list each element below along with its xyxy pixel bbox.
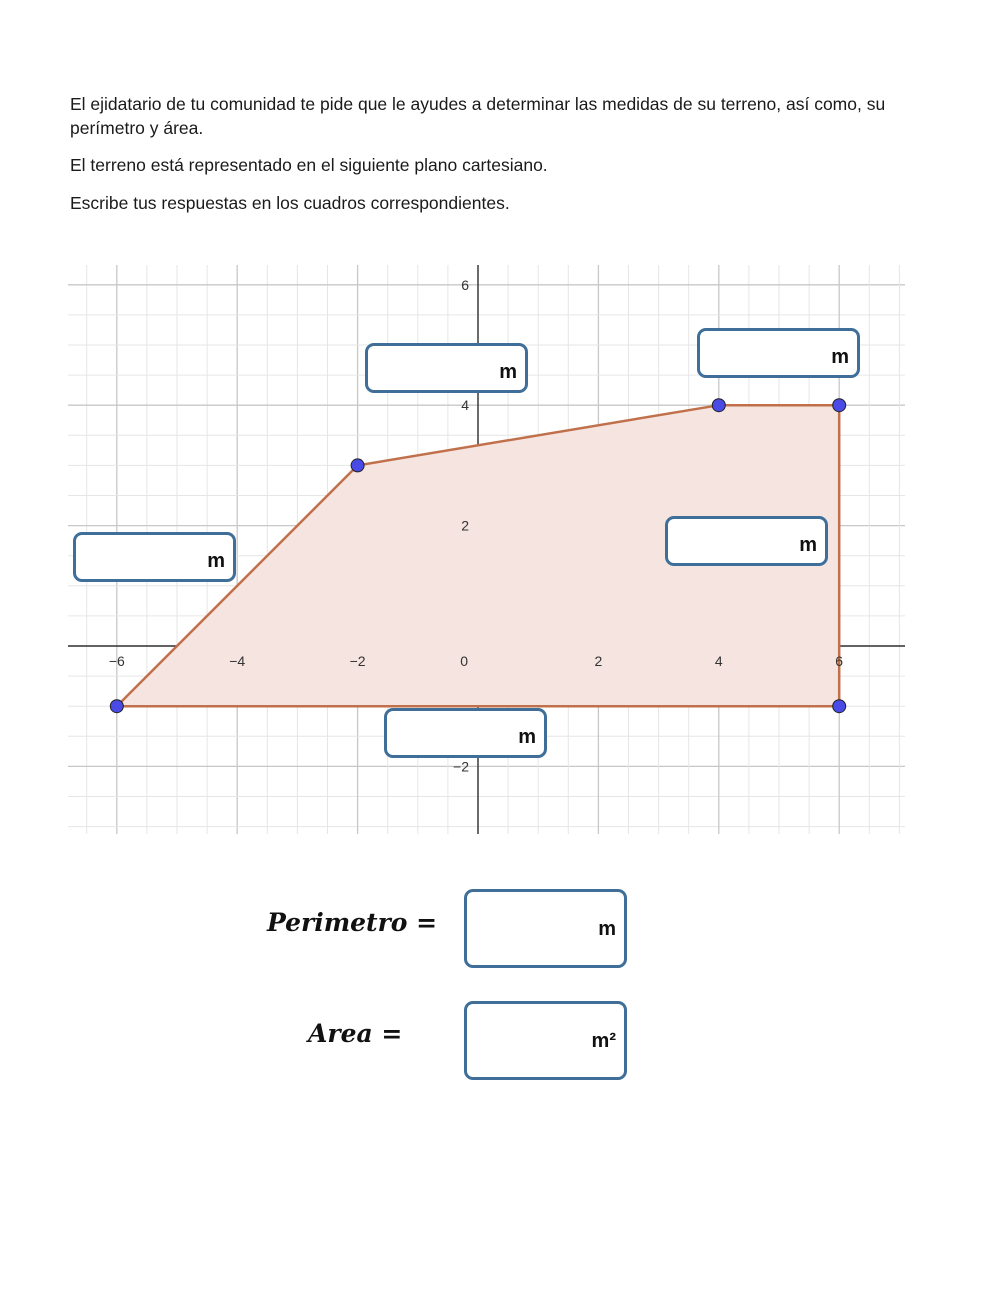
unit-label: m: [518, 726, 536, 748]
origin-label: 0: [460, 653, 468, 669]
answer-box-left[interactable]: [73, 532, 236, 582]
answer-box-top-right[interactable]: [697, 328, 860, 378]
y-tick-label: 6: [461, 276, 469, 293]
answer-box-bottom[interactable]: [384, 708, 547, 758]
area-label: Area =: [308, 1019, 403, 1048]
x-tick-label: 4: [714, 653, 723, 669]
y-tick-label: −2: [453, 758, 469, 775]
answer-input-bottom[interactable]: [395, 717, 499, 749]
answer-input-left[interactable]: [84, 541, 188, 573]
polygon-vertex: [712, 399, 725, 412]
x-tick-label: −2: [349, 653, 366, 669]
x-tick-label: −6: [108, 653, 125, 669]
answer-box-top-middle[interactable]: [365, 343, 528, 393]
x-tick-label: 2: [594, 653, 603, 669]
polygon-vertex: [351, 459, 364, 472]
perimeter-input[interactable]: [475, 906, 589, 938]
area-unit: m²: [591, 1030, 616, 1052]
perimeter-answer-box[interactable]: [464, 889, 627, 968]
area-answer-box[interactable]: [464, 1001, 627, 1080]
polygon-vertex: [833, 700, 846, 713]
area-input[interactable]: [475, 1018, 589, 1050]
answer-input-top-middle[interactable]: [376, 352, 480, 384]
unit-label: m: [799, 534, 817, 556]
polygon-vertex: [833, 399, 846, 412]
x-tick-label: −4: [229, 653, 246, 669]
x-tick-label: 6: [835, 653, 844, 669]
instruction-text-3: Escribe tus respuestas en los cuadros correspondientes.: [70, 193, 510, 213]
answer-input-right[interactable]: [676, 525, 780, 557]
instruction-text-1: El ejidatario de tu comunidad te pide que le ayudes a determinar las medidas de su terreno, así como, su perímetro y área.: [70, 94, 886, 138]
perimeter-label: Perimetro =: [267, 908, 438, 937]
y-tick-label: 4: [461, 397, 469, 414]
unit-label: m: [831, 346, 849, 368]
answer-box-right[interactable]: [665, 516, 828, 566]
unit-label: m: [499, 361, 517, 383]
perimeter-unit: m: [598, 918, 616, 940]
polygon-vertex: [110, 700, 123, 713]
instruction-text-2: El terreno está representado en el siguiente plano cartesiano.: [70, 155, 548, 175]
y-tick-label: 2: [461, 517, 469, 534]
answer-input-top-right[interactable]: [708, 337, 812, 369]
unit-label: m: [207, 550, 225, 572]
